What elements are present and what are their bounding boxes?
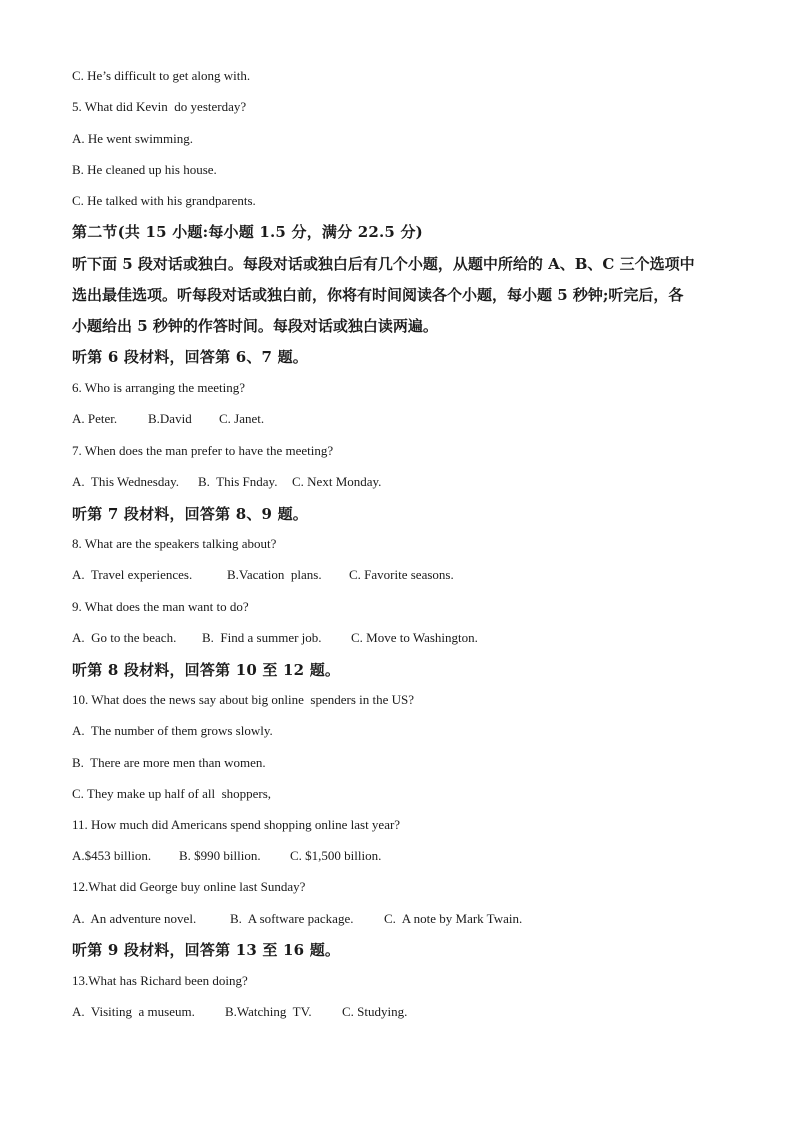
q13-option-a: A. Visiting a museum. [72,1004,195,1019]
q6-option-b: B.David [148,411,192,426]
material-9-heading: 听第 9 段材料，回答第 13 至 16 题。 [72,941,341,959]
section-instructions [72,255,724,348]
q11-options [72,848,381,864]
q12-option-b: B. A software package. [230,911,354,926]
q8-option-b: B.Vacation plans. [227,567,322,582]
q6-option-a: A. Peter. [72,411,118,426]
material-6-heading: 听第 6 段材料，回答第 6、7 题。 [72,348,309,366]
q5-question: 5. What did Kevin do yesterday? [72,99,247,114]
section-heading: 第二节(共 15 小题:每小题 1.5 分，满分 22.5 分) [72,223,423,241]
q7-options [72,474,381,490]
q13-options [72,1004,407,1020]
q8-options [72,567,454,583]
q9-question: 9. What does the man want to do? [72,599,249,614]
instructions-line-2: 选出最佳选项。听每段对话或独白前，你将有时间阅读各个小题，每小题 5 秒钟;听完后，各 [72,286,684,304]
q12-option-c: C. A note by Mark Twain. [384,911,523,926]
q11-option-c: C. $1,500 billion. [290,848,382,863]
q11-option-a: A.$453 billion. [72,848,152,863]
material-8-heading: 听第 8 段材料，回答第 10 至 12 题。 [72,661,341,679]
q5-option-b: B. He cleaned up his house. [72,162,217,177]
q10-option-c: C. They make up half of all shoppers, [72,786,272,801]
q12-question: 12.What did George buy online last Sunday? [72,879,306,894]
q8-question: 8. What are the speakers talking about? [72,536,277,551]
q10-option-a: A. The number of them grows slowly. [72,723,273,738]
q10-question: 10. What does the news say about big online spenders in the US? [72,692,415,707]
q6-question: 6. Who is arranging the meeting? [72,380,246,395]
q7-option-a: A. This Wednesday. [72,474,180,489]
q11-question: 11. How much did Americans spend shopping online last year? [72,817,401,832]
q5-option-a: A. He went swimming. [72,131,193,146]
q8-option-c: C. Favorite seasons. [349,567,454,582]
q7-question: 7. When does the man prefer to have the meeting? [72,443,334,458]
q5-option-c: C. He talked with his grandparents. [72,193,256,208]
q6-option-c: C. Janet. [219,411,265,426]
q13-question: 13.What has Richard been doing? [72,973,248,988]
q6-options [72,411,264,427]
q9-options [72,630,478,646]
q13-option-c: C. Studying. [342,1004,408,1019]
q12-options [72,911,522,927]
material-7-heading: 听第 7 段材料，回答第 8、9 题。 [72,505,309,523]
q7-option-c: C. Next Monday. [292,474,382,489]
q12-option-a: A. An adventure novel. [72,911,197,926]
instructions-line-3: 小题给出 5 秒钟的作答时间。每段对话或独白读两遍。 [72,317,438,335]
q9-option-a: A. Go to the beach. [72,630,177,645]
q7-option-b: B. This Fnday. [198,474,278,489]
q11-option-b: B. $990 billion. [179,848,261,863]
q4-option-c: C. He’s difficult to get along with. [72,68,251,83]
q9-option-c: C. Move to Washington. [351,630,478,645]
q8-option-a: A. Travel experiences. [72,567,193,582]
q9-option-b: B. Find a summer job. [202,630,322,645]
instructions-line-1: 听下面 5 段对话或独白。每段对话或独白后有几个小题，从题中所给的 A、B、C 三个选项中 [72,255,695,273]
q13-option-b: B.Watching TV. [225,1004,312,1019]
q10-option-b: B. There are more men than women. [72,755,266,770]
